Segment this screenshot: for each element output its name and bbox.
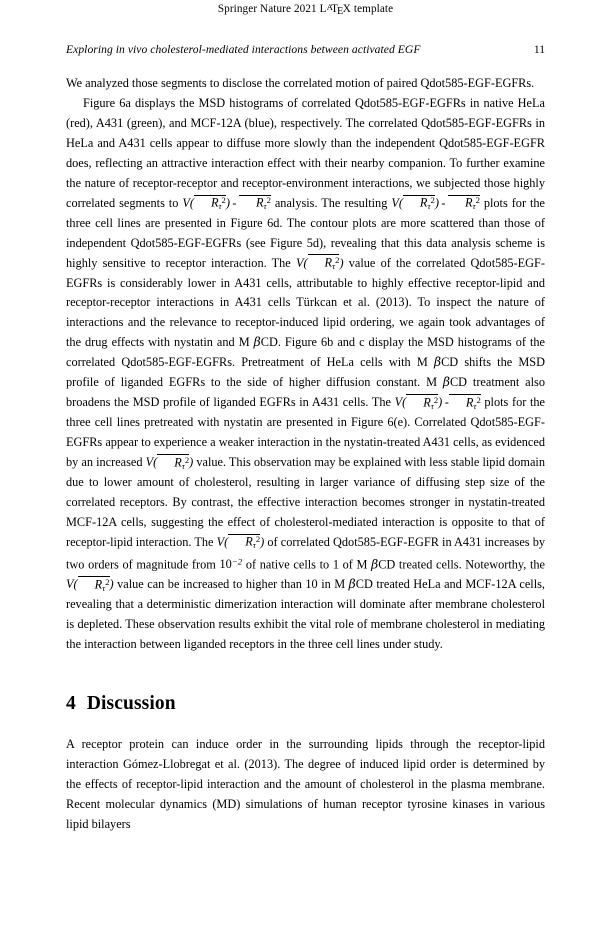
- running-head-top: [0, 1, 611, 18]
- math-v-rtau-5: V( $R_\tau^2$): [145, 454, 194, 471]
- p2-seg-11: of native cells to 1 of M: [242, 557, 372, 572]
- running-title: Exploring in vivo cholesterol-mediated interactions between activated EGF: [66, 43, 421, 56]
- p2-seg-6: CD shifts the MSD profile of liganded EGFRs to the side of higher diffusion constant. M: [66, 355, 545, 390]
- text-column: [66, 74, 545, 835]
- discussion-text: A receptor protein can induce order in the surrounding lipids through the receptor-lipid interaction Gómez-Llobregat et al. (2013). The degree of induced lipid order is determined by the effects of receptor-lipid interaction and the amount of cholesterol in the plasma membrane. Recent molecular dynamics (MD) simulations of human receptor tyrosine kinases in various lipid bilayers: [66, 737, 545, 831]
- section-title: Discussion: [86, 693, 176, 715]
- section-heading-discussion: [66, 692, 545, 716]
- beta-symbol-2: β: [433, 355, 442, 370]
- p2-seg-5: CD. Figure 6b and c display the MSD histograms of the correlated Qdot585-EGF-EGFRs. Pretreatment of HeLa cells with M: [66, 335, 545, 370]
- p2-seg-9: value. This observation may be explained with less stable lipid domain due to lower amount of cholesterol, resulting in larger variance of diffusing step size of the correlated receptors. By contrast, the effective interaction becomes stronger in nystatin-treated MCF-12A cells, suggesting the effect of cholesterol-mediated interaction is opposite to that of receptor-lipid interaction. The: [66, 455, 545, 549]
- p2-seg-8: plots for the three cell lines pretreated with nystatin are presented in Figure 6(e). Correlated Qdot585-EGF-EGFRs appear to experience a weaker interaction in the nystatin-treated A431 cells, as evidenced by an increased: [66, 395, 546, 470]
- p2-seg-13: value can be increased to higher than 10 in M: [113, 577, 349, 592]
- paragraph-continuation: [66, 74, 545, 94]
- latex-t: T: [331, 3, 339, 15]
- beta-symbol-5: β: [348, 577, 356, 592]
- p2-seg-10: of correlated Qdot585-EGF-EGFR in A431 increases by two orders of magnitude from: [66, 534, 545, 572]
- paragraph-discussion: [66, 735, 545, 835]
- page-number: 11: [533, 43, 545, 56]
- beta-symbol-1: β: [253, 335, 261, 350]
- paragraph-1-text: We analyzed those segments to disclose the correlated motion of paired Qdot585-EGF-EGFRs.: [66, 76, 535, 90]
- math-v-rtau-minus-rtau-2: V( $R_\tau^2) - R_\tau^2$: [391, 195, 480, 211]
- latex-l: L: [319, 3, 327, 15]
- section-number: 4: [66, 693, 76, 715]
- latex-a: A: [326, 1, 333, 12]
- runhead-suffix: template: [350, 3, 394, 15]
- p2-seg-1: Figure 6a displays the MSD histograms of correlated Qdot585-EGF-EGFRs in native HeLa (red), A431 (green), and MCF-12A (blue), respectively. The correlated Qdot585-EGF-EGFRs in HeLa and A431 cells appear to diffuse more slowly than the independent Qdot585-EGF-EGFR does, reflecting an attractive interaction effect with their nearby companion. To further examine the nature of receptor-receptor and receptor-environment interactions, we subjected those highly correlated segments to: [66, 95, 545, 210]
- math-v-rtau-8: V( $R_\tau^2$): [66, 576, 114, 593]
- math-v-rtau-3: V( $R_\tau^2$): [295, 254, 344, 271]
- latex-x: X: [342, 3, 351, 15]
- p2-seg-14: CD treated HeLa and MCF-12A cells, revealing that a deterministic dimerization interaction will dominate after membrane cholesterol is depleted. These observation results exhibit the vital role of membrane cholesterol in mediating the interaction between liganded receptors in the three cell lines under study.: [66, 577, 545, 652]
- latex-e: E: [337, 6, 344, 18]
- running-title-row: [66, 43, 545, 56]
- p2-seg-4: value of the correlated Qdot585-EGF-EGFRs is considerably lower in A431 cells, attributable to highly effective receptor-lipid and receptor-receptor interactions in A431 cells Türkcan et al. (2013). To inspect the nature of interactions and the relevance to receptor-induced lipid ordering, we again took advantages of the drug effects with nystatin and M: [66, 255, 545, 350]
- p2-seg-3: plots for the three cell lines are presented in Figure 6d. The contour plots are more scattered than those of independent Qdot585-EGF-EGFRs (see Figure 5d), revealing that this data analysis scheme is highly sensitive to receptor interaction. The: [66, 195, 546, 270]
- runhead-prefix: Springer Nature 2021: [217, 3, 320, 15]
- p2-seg-7: CD treatment also broadens the MSD profile of liganded EGFRs in A431 cells. The: [66, 375, 545, 410]
- paragraph-results: [66, 94, 545, 655]
- section-spacer-below: [66, 716, 545, 735]
- springer-latex-template-label: [217, 1, 394, 18]
- p2-seg-12: CD treated cells. Noteworthy, the: [378, 557, 545, 572]
- section-spacer-above: [66, 655, 545, 692]
- beta-symbol-4: β: [371, 557, 379, 572]
- math-ten-power-minus-two: $10^{-2}$: [219, 556, 243, 572]
- math-v-rtau-minus-rtau-4: V( $R_\tau^2) - R_\tau^2$: [394, 394, 481, 411]
- p2-seg-2: analysis. The resulting: [270, 195, 392, 210]
- math-v-rtau-minus-rtau-1: V( $R_\tau^2) - R_\tau^2$: [182, 195, 271, 211]
- beta-symbol-3: β: [442, 375, 450, 390]
- math-v-rtau-6: V( $R_\tau^2$): [216, 534, 265, 551]
